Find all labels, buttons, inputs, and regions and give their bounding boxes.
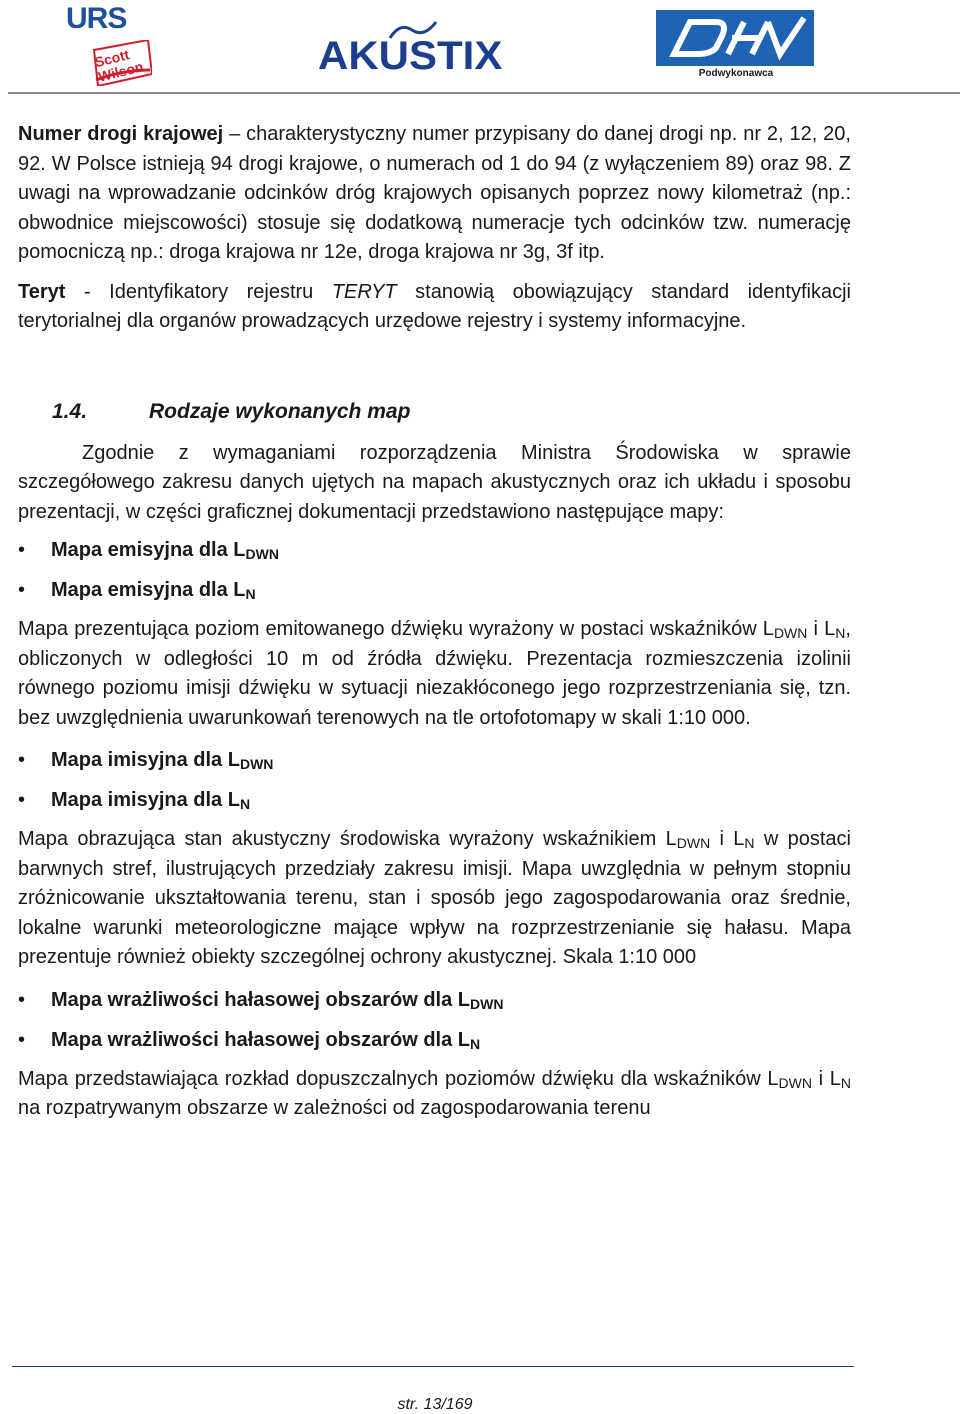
definition-teryt-end: stanowią obowiązujący standard identyfikacji terytorialnej dla organów prowadzących urzędowe rejestry i systemy informacyjne. bbox=[18, 280, 851, 332]
scott-wilson-logo-text: Scott Wilson bbox=[93, 46, 145, 85]
list-item: • Mapa wrażliwości hałasowej obszarów dla $L_N$ bbox=[18, 1025, 851, 1055]
bullet-icon: • bbox=[18, 539, 26, 561]
description-wrazliwosci: Mapa przedstawiająca rozkład dopuszczalnych poziomów dźwięku dla wskaźników $L_{DWN}$ i $L_N$ na rozpatrywanym obszarze w zależności od zagospodarowania terenu bbox=[18, 1067, 851, 1119]
bullet-list-wrazliwosci bbox=[18, 985, 851, 1055]
paragraph-teryt bbox=[18, 278, 851, 337]
description-imisyjna: Mapa obrazująca stan akustyczny środowiska wyrażony wskaźnikiem $L_{DWN}$ i $L_N$ w postaci barwnych stref, ilustrujących przedziały zakresu imisji. Mapa uwzględnia w pełnym stopniu zróżnicowanie ukształtowania terenu, stan i sposób jego zagospodarowania oraz średnie, lokalne warunki meteorologiczne mające wpływ na rozprzestrzenianie się hałasu. Mapa prezentuje również obiekty szczególnej ochrony akustycznej. Skala 1:10 000 bbox=[18, 828, 851, 968]
description-emisyjna: Mapa prezentująca poziom emitowanego dźwięku wyrażony w postaci wskaźników $L_{DWN}$ i $L_N$, obliczonych w odległości 10 m od źródła dźwięku. Prezentacja rozmieszczenia izolinii równego poziomu imisji dźwięku w sytuacji niezakłóconego jego rozprzestrzeniania się, tzn. bez uwzględnienia uwarunkowań terenowych na tle ortofotomapy w skali 1:10 000. bbox=[18, 618, 851, 729]
section-intro: Zgodnie z wymaganiami rozporządzenia Ministra Środowiska w sprawie szczegółowego zakresu danych ujętych na mapach akustycznych oraz ich układu i sposobu prezentacji, w części graficznej dokumentacji przedstawiono następujące mapy: bbox=[18, 441, 851, 523]
urs-scott-wilson-logo bbox=[64, 4, 156, 90]
footer-divider bbox=[12, 1366, 854, 1367]
list-item: • Mapa imisyjna dla $L_{DWN}$ bbox=[18, 745, 851, 775]
bullet-icon: • bbox=[18, 579, 26, 601]
akustix-logo bbox=[318, 20, 504, 76]
list-item: • Mapa wrażliwości hałasowej obszarów dla $L_{DWN}$ bbox=[18, 985, 851, 1015]
list-item: • Mapa imisyjna dla $L_N$ bbox=[18, 785, 851, 815]
header-divider bbox=[8, 92, 960, 94]
document-body bbox=[18, 120, 851, 1124]
teryt-italic: TERYT bbox=[331, 280, 397, 303]
list-item: • Mapa emisyjna dla $L_N$ bbox=[18, 575, 851, 605]
urs-logo-text: URS bbox=[66, 2, 127, 35]
bullet-icon: • bbox=[18, 789, 26, 811]
definition-numer-drogi: – charakterystyczny numer przypisany do danej drogi np. nr 2, 12, 20, 92. W Polsce istnieją 94 drogi krajowe, o numerach od 1 do 94 (z wyłączeniem 89) oraz 98. Z uwagi na wprowadzanie odcinków dróg krajowych opisanych poprzez nowy kilometraż (np.: obwodnice miejscowości) stosuje się dodatkową numeracje tych odcinków tzw. numerację pomocniczą np.: droga krajowa nr 12e, droga krajowa nr 3g, 3f itp. bbox=[18, 123, 851, 263]
bullet-icon: • bbox=[18, 988, 26, 1011]
paragraph-numer-drogi bbox=[18, 120, 851, 268]
list-item: • Mapa emisyjna dla $L_{DWN}$ bbox=[18, 535, 851, 565]
bullet-list-imisyjna bbox=[18, 745, 851, 815]
dhv-logo-icon bbox=[656, 10, 814, 66]
page-number: str. 13/169 bbox=[397, 1396, 473, 1413]
term-numer-drogi: Numer drogi krajowej bbox=[18, 123, 224, 145]
definition-teryt-start: - Identyfikatory rejestru bbox=[65, 280, 332, 303]
section-heading bbox=[18, 397, 851, 427]
section-title: Rodzaje wykonanych map bbox=[149, 399, 411, 423]
page-header bbox=[0, 0, 960, 96]
akustix-wave-icon bbox=[388, 20, 438, 40]
dhv-caption: Podwykonawca bbox=[698, 68, 774, 79]
term-teryt: Teryt bbox=[18, 280, 66, 303]
bullet-icon: • bbox=[18, 1028, 26, 1051]
section-number: 1.4. bbox=[52, 399, 88, 423]
akustix-logo-text: AKUSTIX bbox=[318, 34, 503, 78]
bullet-list-emisyjna bbox=[18, 535, 851, 605]
dhv-logo bbox=[656, 10, 816, 82]
bullet-icon: • bbox=[18, 749, 26, 771]
